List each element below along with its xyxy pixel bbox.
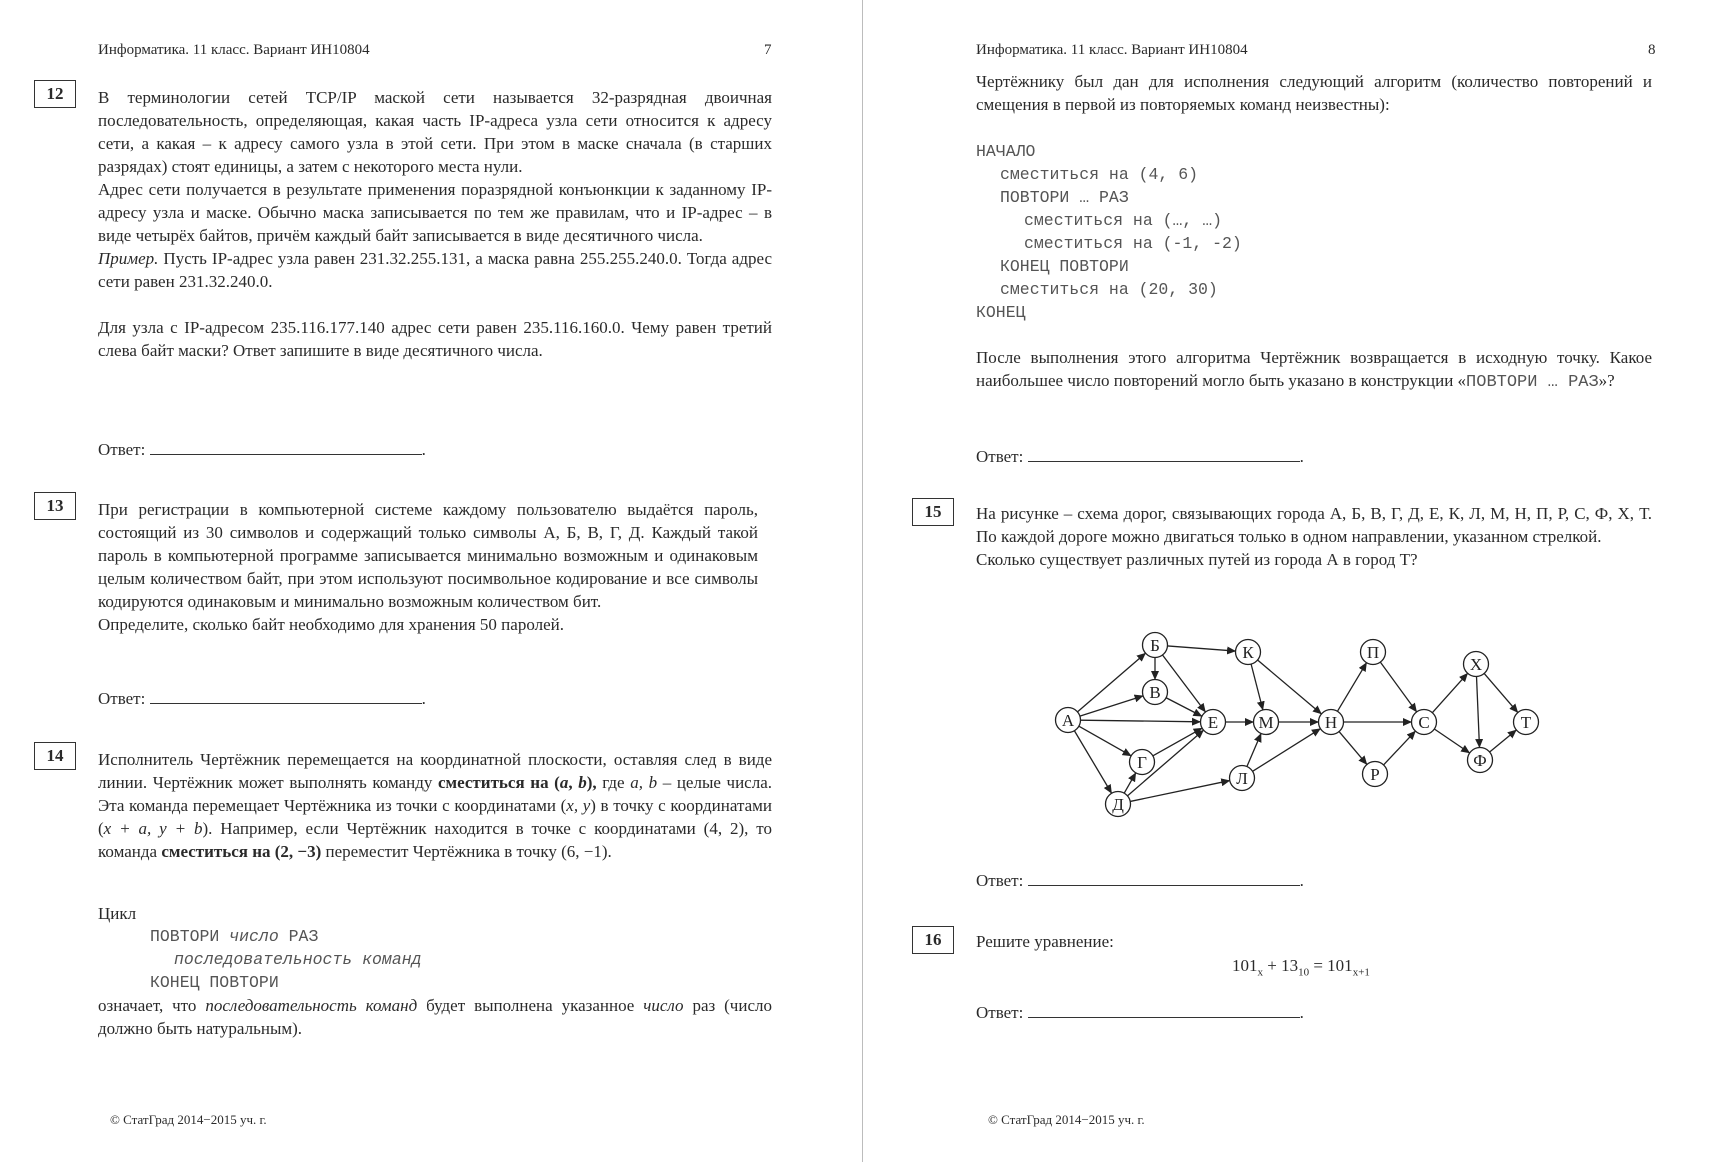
page-divider [862,0,863,1162]
road-edge [1339,732,1367,765]
city-label: П [1366,643,1380,662]
q14-paragraph: Исполнитель Чертёжник перемещается на координатной плоскости, оставляя след в виде линии. Чертёжник может выполнять команду сместиться на (a, b), где a, b – целые числа. Эта команда перемещает Чертёжника из точки с координатами (x, y) в точку с координатами (x + a, y + b). Например, если Чертёжник находится в точке с координатами (4, 2), то команда сместиться на (2, −3) переместит Чертёжника в точку (6, −1). [98,750,773,861]
answer-label: Ответ: [976,871,1024,890]
road-edge [1434,729,1469,753]
road-edge [1484,673,1518,712]
city-label: Л [1236,769,1248,788]
city-label: Н [1324,713,1338,732]
question-16-text: Решите уравнение: [976,932,1114,951]
city-label: Е [1207,713,1219,732]
question-14-question: После выполнения этого алгоритма Чертёжник возвращается в исходную точку. Какое наибольшее число повторений могло быть указано в конструкции «ПОВТОРИ … РАЗ»? [976,348,1652,392]
question-14-continuation: Чертёжнику был дан для исполнения следующий алгоритм (количество повторений и смещения в первой из повторяемых команд неизвестны): [976,72,1652,114]
right-page [866,0,1724,1162]
q13-paragraph: При регистрации в компьютерной системе каждому пользователю выдаётся пароль, состоящий из 30 символов и содержащий только символы А, Б, В, Г, Д. Каждый такой пароль в компьютерной программе записывается минимально возможным и одинаковым целым количеством байт, при этом используют посимвольное кодирование и все символы кодируются одинаковым и минимально возможным количеством бит. [98,500,758,611]
algorithm-code-line: КОНЕЦ [976,303,1026,322]
city-node [1130,750,1155,775]
city-node [1412,710,1437,735]
city-node [1361,640,1386,665]
cycle-explanation: означает, что последовательность команд будет выполнена указанное число раз (число должно быть натуральным). [98,996,772,1038]
question-number-box: 16 [912,926,954,954]
question-15-text [976,502,1652,571]
road-edge [1380,662,1416,712]
equation: $101_x + 13_{10} = 101_{x+1}$ [1232,956,1370,979]
road-edge [1080,696,1143,716]
road-graph [1036,620,1532,830]
algorithm-code-line: сместиться на (…, …) [1024,211,1223,230]
city-node [1514,710,1539,735]
city-node [1254,710,1279,735]
answer-field[interactable] [150,437,422,455]
road-edge [1163,655,1206,712]
answer-field[interactable] [150,686,422,704]
algorithm-code-line: КОНЕЦ ПОВТОРИ [1000,257,1129,276]
answer-field[interactable] [1028,444,1300,462]
road-edge [1080,720,1200,722]
algorithm-code [976,140,1242,324]
city-node [1236,640,1261,665]
city-label: Д [1112,795,1124,814]
city-node [1201,710,1226,735]
algorithm-code-line: сместиться на (-1, -2) [1024,234,1242,253]
road-edge [1490,730,1517,752]
question-number-box: 12 [34,80,76,108]
answer-field[interactable] [1028,868,1300,886]
page-number: 7 [764,42,772,58]
city-label: Т [1520,713,1532,732]
city-label: В [1149,683,1161,702]
city-label: Ф [1473,751,1487,770]
answer-row: Ответ: . [98,437,426,461]
city-node [1363,762,1388,787]
road-edge [1130,781,1230,802]
city-node [1464,652,1489,677]
road-edge [1077,653,1145,712]
page-footer: © СтатГрад 2014−2015 уч. г. [110,1112,267,1127]
road-edge [1247,733,1261,766]
cycle-code-line: ПОВТОРИ число РАЗ [150,927,319,946]
answer-label: Ответ: [976,1003,1024,1022]
city-label: Х [1469,655,1483,674]
answer-row: Ответ: . [976,444,1304,468]
road-edge [1253,729,1321,772]
page-footer: © СтатГрад 2014−2015 уч. г. [988,1112,1145,1127]
answer-row: Ответ: . [976,868,1304,892]
algorithm-code-line: НАЧАЛО [976,142,1036,161]
q12-paragraph: В терминологии сетей TCP/IP маской сети называется 32-разрядная двоичная последовательность, определяющая, какая часть IP-адреса узла сети относится к адресу сети, а какая – к адресу самого узла в этой сети. При этом в маске сначала (в старших разрядах) стоят единицы, а затем с некоторого места нули. [98,88,772,176]
page-number: 8 [1648,42,1656,58]
road-edge [1167,646,1235,651]
city-node [1230,766,1255,791]
city-node [1468,748,1493,773]
cycle-code-line: последовательность команд [174,950,422,969]
city-node [1106,792,1131,817]
algorithm-code-line: сместиться на (20, 30) [1000,280,1218,299]
city-label: С [1418,713,1430,732]
city-node [1143,680,1168,705]
road-edge [1074,731,1111,794]
question-number-box: 13 [34,492,76,520]
q15-paragraph: На рисунке – схема дорог, связывающих города А, Б, В, Г, Д, Е, К, Л, М, Н, П, Р, С, Ф, Х, Т. По каждой дороге можно двигаться только в одном направлении, указанном стрелкой. [976,504,1652,546]
answer-label: Ответ: [976,447,1024,466]
q13-question: Определите, сколько байт необходимо для хранения 50 паролей. [98,615,564,634]
city-label: К [1242,643,1254,662]
road-edge [1337,663,1366,712]
city-node [1319,710,1344,735]
city-label: Г [1137,753,1147,772]
road-edge [1432,673,1467,712]
city-label: А [1061,711,1075,730]
question-13-text [98,498,758,636]
road-edge [1477,676,1480,747]
algorithm-code-line: ПОВТОРИ … РАЗ [1000,188,1129,207]
city-label: М [1258,713,1274,732]
example-label: Пример. [98,249,159,268]
answer-row: Ответ: . [976,1000,1304,1024]
q12-question: Для узла с IP-адресом 235.116.177.140 адрес сети равен 235.116.160.0. Чему равен третий слева байт маски? Ответ запишите в виде десятичного числа. [98,318,772,360]
page-header: Информатика. 11 класс. Вариант ИН10804 [976,42,1248,58]
q12-example [98,247,772,293]
road-edge [1258,660,1322,714]
answer-label: Ответ: [98,440,146,459]
question-14-text [98,748,772,863]
road-edge [1153,728,1202,756]
road-edge [1251,664,1263,710]
city-node [1143,633,1168,658]
city-label: Р [1370,765,1380,784]
city-node [1056,708,1081,733]
answer-field[interactable] [1028,1000,1300,1018]
q12-paragraph: Адрес сети получается в результате применения поразрядной конъюнкции к заданному IP-адресу узла и маске. Обычно маска записывается по тем же правилам, что и IP-адрес – в виде четырёх байтов, причём каждый байт записывается в виде десятичного числа. [98,180,772,245]
cycle-label: Цикл [98,904,137,923]
left-page [0,0,858,1162]
answer-row: Ответ: . [98,686,426,710]
road-edge [1384,731,1416,765]
page-header: Информатика. 11 класс. Вариант ИН10804 [98,42,370,58]
q15-question: Сколько существует различных путей из города А в город Т? [976,550,1418,569]
answer-label: Ответ: [98,689,146,708]
question-number-box: 14 [34,742,76,770]
question-12-text [98,86,772,362]
cycle-code-line: КОНЕЦ ПОВТОРИ [150,973,279,992]
example-text: Пусть IP-адрес узла равен 231.32.255.131, а маска равна 255.255.240.0. Тогда адрес сети равен 231.32.240.0. [98,249,772,291]
city-label: Б [1150,636,1160,655]
question-number-box: 15 [912,498,954,526]
algorithm-code-line: сместиться на (4, 6) [1000,165,1199,184]
